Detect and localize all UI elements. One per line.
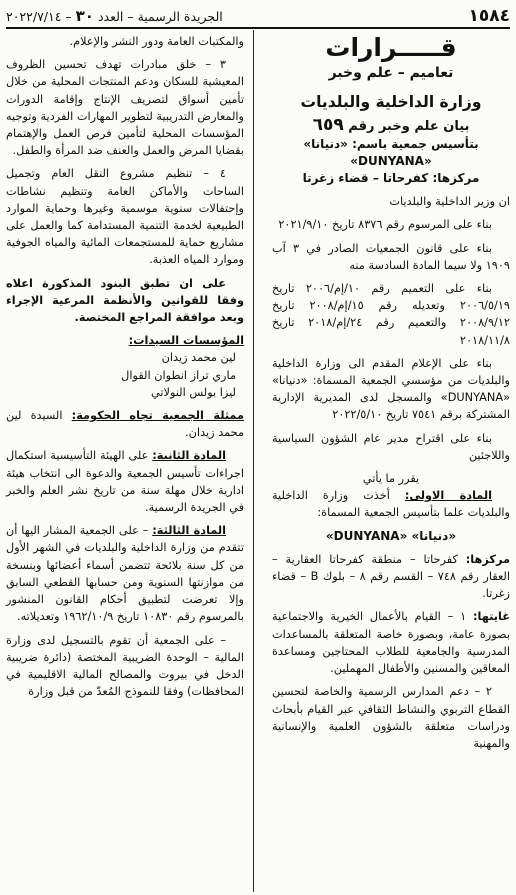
goal-4: ٤ – تنظيم مشروع النقل العام وتجميل الساحات والأماكن العامة وتنظيم نشاطات وإحتفالات سنوية موسمية وغيرها وحماية الموارد الطبيعية لخدمة التنمية المستدامة كما والعمل على مشاريع حماية للمستجمعات المائية والمياه الجوفية وموارد المياه العذبة. bbox=[6, 167, 244, 267]
goal-2: ٢ – دعم المدارس الرسمية والخاصة لتحسين القطاع التربوي والنشاط الثقافي عبر القيام بأبحاث ودراسات متعلقة بالشؤون العلمية والإنسانية والمهنية bbox=[272, 685, 510, 750]
hq-detail bbox=[272, 551, 510, 603]
hq-label: مركزها: bbox=[465, 552, 510, 566]
article-2 bbox=[6, 447, 244, 516]
right-column bbox=[272, 33, 510, 752]
representative-label: ممثلة الجمعية تجاه الحكومة: bbox=[71, 409, 244, 423]
article-1-label: المادة الاولى: bbox=[404, 489, 492, 503]
article-3-label: المادة الثالثة: bbox=[152, 524, 227, 538]
left-column bbox=[6, 33, 244, 700]
founding-line: بتأسيس جمعية باسم: «دنيانا» «DUNYANA» bbox=[303, 136, 479, 168]
gazette-issue-line bbox=[6, 7, 223, 25]
recital-2: بناء على قانون الجمعيات الصادر في ٣ آب ١٩٠٩ ولا سيما المادة السادسة منه bbox=[272, 241, 510, 272]
ministry-title: وزارة الداخلية والبلديات bbox=[300, 93, 482, 112]
recital-4: بناء على الإعلام المقدم الى وزارة الداخلية والبلديات من مؤسسي الجمعية المسماة: «دنيانا» «DUNYANA» والمسجل لدى المديرية الإدارية المشتركة برقم ٧٥٤١ تاريخ ٢٠٢٢/٥/١٠ bbox=[272, 356, 510, 422]
founder-2: ماري تراز انطوان القوال bbox=[121, 368, 236, 382]
column-divider bbox=[253, 30, 254, 892]
section-title: قـــــرارات bbox=[325, 33, 457, 62]
continued-line: والمكتبات العامة ودور النشر والإعلام. bbox=[69, 35, 244, 48]
founder-3: ليزا بولس النولاتي bbox=[150, 385, 236, 399]
representative-name: السيدة لين محمد زيدان. bbox=[6, 409, 244, 440]
founders-label: المؤسسات السيدات: bbox=[128, 334, 244, 348]
article-3-tax: – على الجمعية أن تقوم بالتسجيل لدى وزارة المالية – الوحدة الضريبية المختصة (دائرة ضريبية الدخل في بيروت والمصالح المالية الاقليمية في المحافظات) وفقا للنموذج المُعدّ من قبل وزارة bbox=[6, 633, 244, 699]
issue-number: ٣٠ bbox=[75, 7, 94, 25]
founder-1: لين محمد زيدان bbox=[161, 351, 236, 365]
article-2-text: على الهيئة التأسيسية استكمال اجراءات تأسيس الجمعية والدعوة الى انتخاب هيئة ادارية خلال مهلة سنة من تاريخ نشر العلم والخبر في الجريدة الرسمية. bbox=[6, 449, 244, 515]
compliance-note: على ان تطبق البنود المذكورة اعلاه وفقا للقوانين والأنظمة المرعية الإجراء وبعد موافقة المراجع المختصة. bbox=[6, 276, 244, 325]
issue-date: – ٢٠٢٢/٧/١٤ bbox=[6, 9, 72, 24]
goal-1 bbox=[272, 608, 510, 677]
section-subtitle: تعاميم – علم وخبر bbox=[328, 65, 454, 81]
goal-1-text: ١ – القيام بالأعمال الخيرية والاجتماعية بصورة عامة، وبصورة خاصة المتعلقة بالمساعدات المدرسية والجامعية للطلاب المحتاجين ومساعدة المعاقين والمسنين والأطفال المهملين. bbox=[272, 610, 510, 676]
representative bbox=[6, 407, 244, 441]
minister-line: ان وزير الداخلية والبلديات bbox=[389, 195, 510, 209]
statement-title bbox=[272, 117, 510, 135]
founders-list bbox=[6, 349, 244, 401]
article-1-text: أخذت وزارة الداخلية والبلديات علما بتأسيس الجمعية المسماة: bbox=[272, 489, 510, 520]
page-header bbox=[6, 5, 510, 29]
gazette-name: الجريدة الرسمية – العدد bbox=[97, 9, 223, 24]
recital-5: بناء على اقتراح مدير عام الشؤون السياسية واللاجئين bbox=[272, 431, 510, 462]
page-number: ١٥٨٤ bbox=[468, 6, 510, 26]
recital-3: بناء على التعميم رقم ١٠/إم/٢٠٠٦ تاريخ ٢٠٠٦/٥/١٩ وتعديله رقم ١٥/إم/٢٠٠٨ تاريخ ٢٠٠٨/٩/١٢ والتعميم رقم ٢٤/إم/٢٠١٨ تاريخ ٢٠١٨/١١/٨ bbox=[272, 282, 510, 347]
decides-line: يقرر ما يأتي bbox=[362, 472, 420, 486]
goal-3: ٣ – خلق مبادرات تهدف تحسين الظروف المعيشية للسكان ودعم المنتجات المحلية من خلال تأمين أسواق لتصريف الإنتاج وإقامة الدورات والمعارض التدريبية لتطوير المهارات الفردية وتوجيه المؤسسات المحلية لتأمين فرص العمل والإهتمام بقضايا المرض والعمل والعنف ضد المرأة والطفل. bbox=[6, 58, 244, 158]
article-2-label: المادة الثانية: bbox=[152, 449, 226, 463]
statement-prefix: بيان علم وخبر رقم bbox=[348, 119, 470, 135]
hq-line: مركزها: كفرحاتا – قضاء زغرتا bbox=[302, 171, 480, 186]
recital-1: بناء على المرسوم رقم ٨٣٧٦ تاريخ ٢٠٢١/٩/١٠ bbox=[278, 218, 492, 232]
goals-label: غايتها: bbox=[472, 610, 510, 624]
article-3 bbox=[6, 522, 244, 625]
association-name: «دنيانا» «DUNYANA» bbox=[325, 528, 457, 543]
statement-number: ٦٥٩ bbox=[312, 115, 344, 136]
article-3-text: – على الجمعية المشار اليها أن تتقدم من وزارة الداخلية والبلديات في الشهر الأول من كل سنة بلائحة تتضمن أسماء أعضائها وبنسخة من موازنتها السنوية ومن حسابها القطعي السابق وإلا تعرضت لتطبيق أحكام القانون المنشور بالمرسوم رقم ١٠٨٣٠ تاريخ ١٩٦٢/١٠/٩ وتعديلاته. bbox=[6, 524, 244, 624]
article-1 bbox=[272, 487, 510, 521]
hq-text: كفرحاتا – منطقة كفرحاتا العقارية – العقار رقم ٧٤٨ – القسم رقم ٨ – بلوك B – قضاء زغرتا. bbox=[272, 552, 511, 601]
